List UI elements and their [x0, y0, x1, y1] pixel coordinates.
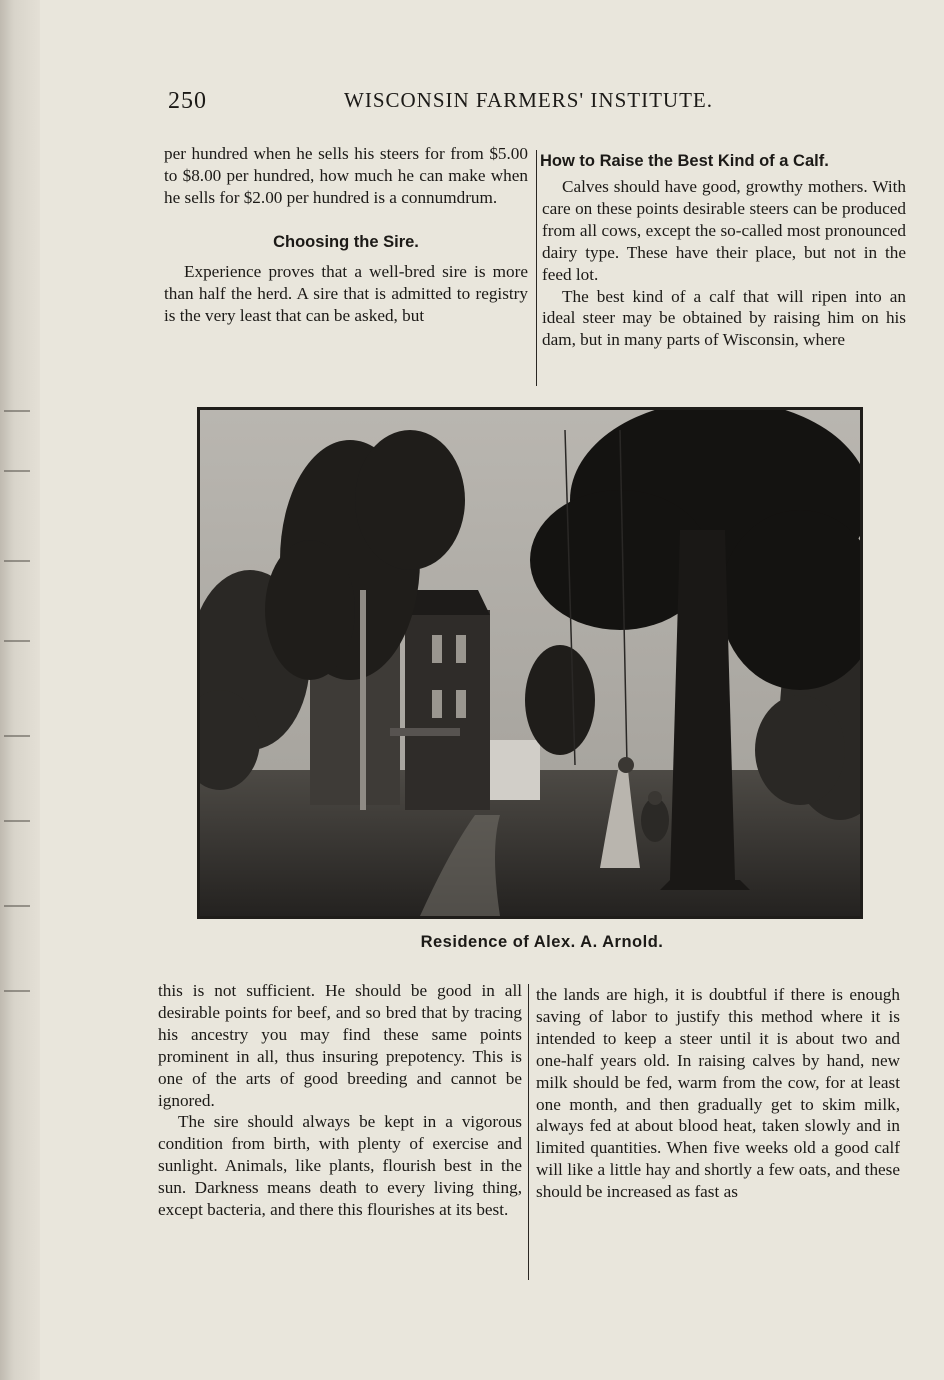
body-paragraph: The best kind of a calf that will ripen into an ideal steer may be obtained by raising him on his dam, but in many parts of Wisconsin, where: [542, 286, 906, 350]
page-number: 250: [168, 88, 207, 114]
column-divider: [528, 984, 529, 1280]
page-binding-edge: [0, 0, 40, 1380]
body-paragraph: Experience proves that a well-bred sire is more than half the herd. A sire that is admitted to registry is the very least that can be asked, but: [164, 261, 528, 325]
running-head: WISCONSIN FARMERS' INSTITUTE.: [344, 88, 713, 112]
top-right-column: [542, 150, 906, 351]
body-paragraph: the lands are high, it is doubtful if there is enough saving of labor to justify this method where it is intended to keep a steer until it is about two and one-half years old. In raising calves by hand, new milk should be fed, warm from the cow, for at least one month, and then gradually get to skim milk, always fed at about blood heat, taken slowly and in limited quantities. When five weeks old a good calf will like a little hay and shortly a few oats, and these should be increased as fast as: [536, 985, 900, 1202]
page-header: [168, 88, 908, 118]
photo-caption: Residence of Alex. A. Arnold.: [420, 933, 664, 951]
top-left-column: [164, 143, 528, 326]
body-paragraph: Calves should have good, growthy mothers. With care on these points desirable steers can be produced from all cows, except the so-called most pronounced dairy type. These have their place, but not in the feed lot.: [542, 177, 906, 284]
residence-photograph: [197, 407, 863, 919]
bottom-right-column: [536, 984, 900, 1203]
body-paragraph: this is not sufficient. He should be good in all desirable points for beef, and so bred that by tracing his ancestry you may find these same points prominent in all, thus insuring prepotency. This is one of the arts of good breeding and cannot be ignored.: [158, 981, 522, 1110]
body-paragraph: per hundred when he sells his steers for from $5.00 to $8.00 per hundred, how much he can make when he sells for $2.00 per hundred is a connumdrum.: [164, 144, 528, 207]
bottom-left-column: [158, 980, 522, 1221]
photo-illustration: [200, 410, 860, 916]
section-heading-raise-calf: How to Raise the Best Kind of a Calf.: [540, 152, 829, 170]
body-paragraph: The sire should always be kept in a vigorous condition from birth, with plenty of exercise and sunlight. Animals, like plants, flourish best in the sun. Darkness means death to every living thing, except bacteria, and there this flourishes at its best.: [158, 1112, 522, 1220]
section-heading-choosing-the-sire: Choosing the Sire.: [273, 232, 419, 251]
column-divider: [536, 150, 537, 386]
